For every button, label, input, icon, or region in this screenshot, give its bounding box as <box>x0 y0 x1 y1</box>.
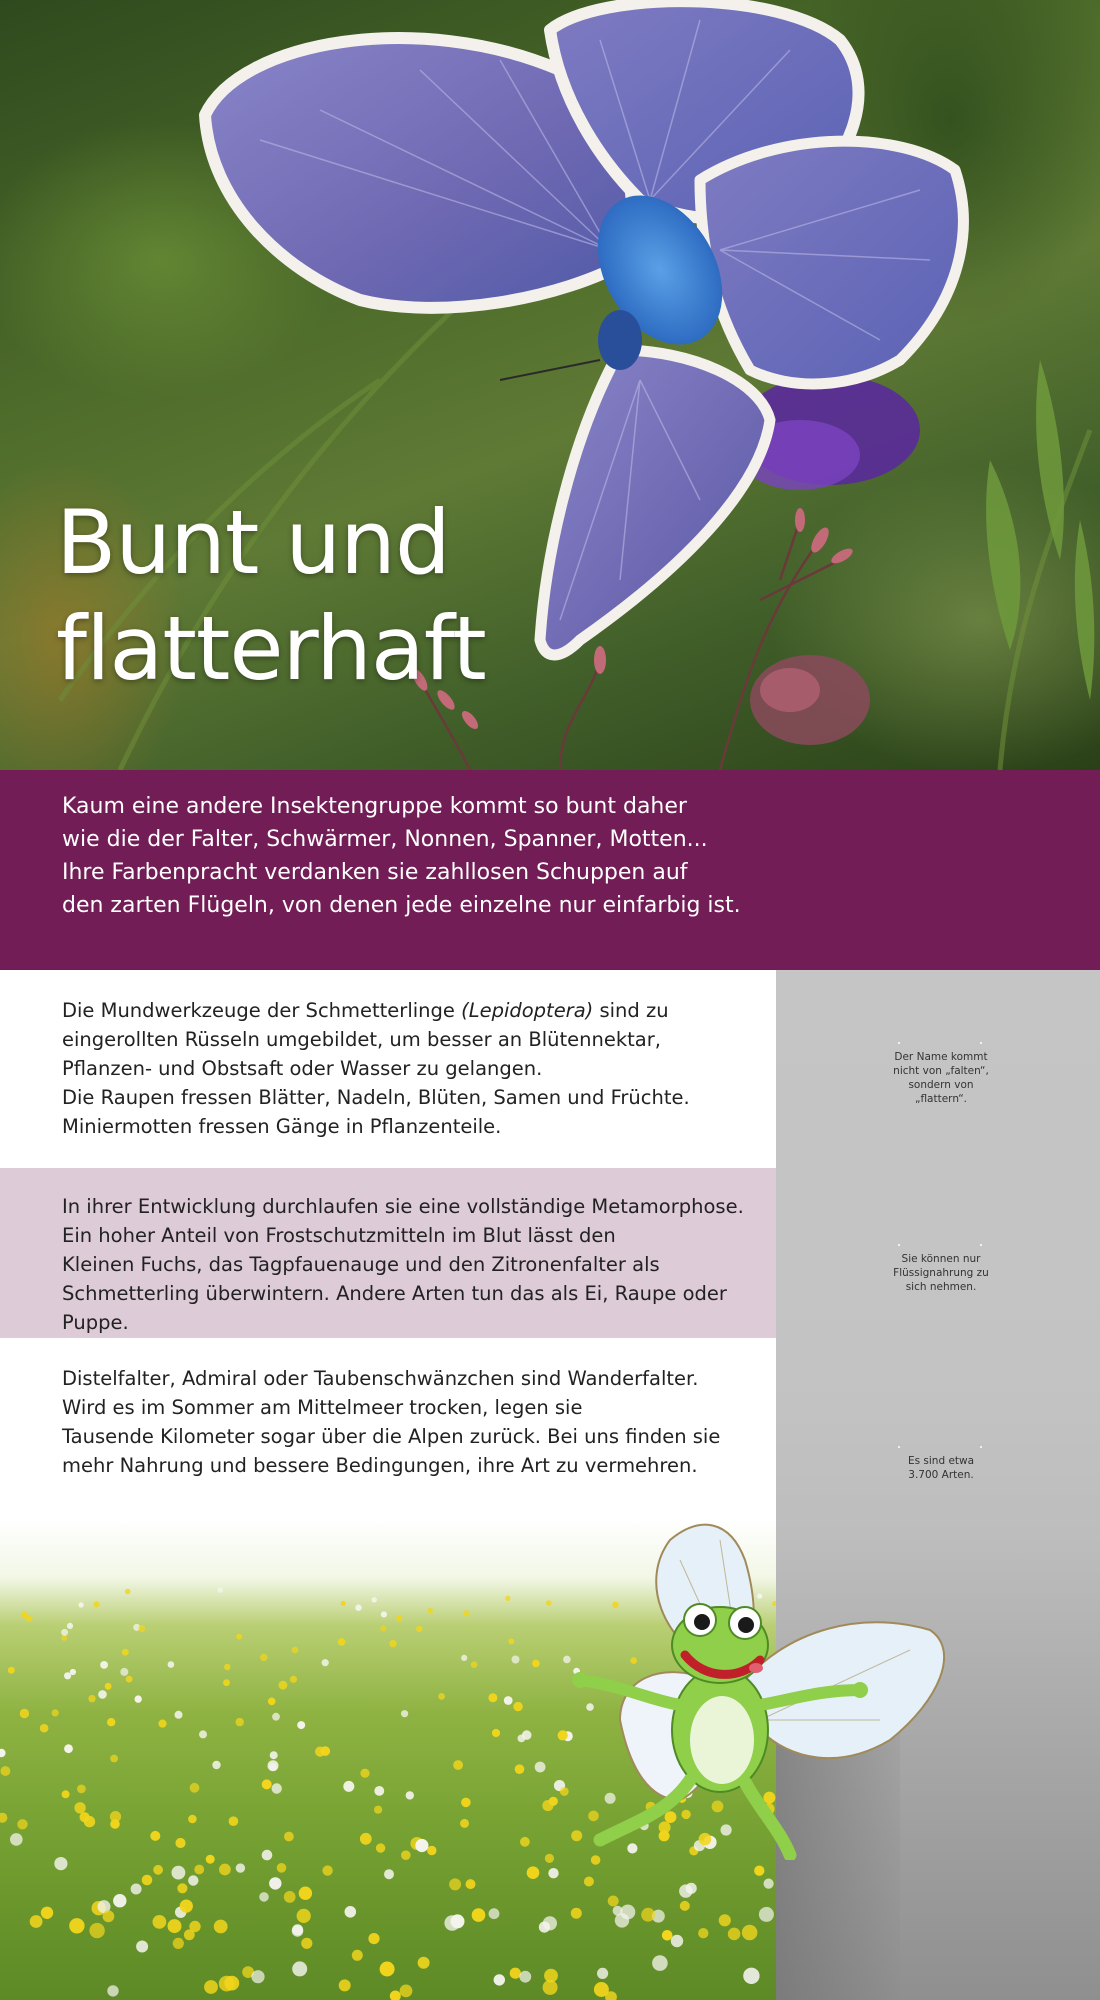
meadow-flower <box>84 1816 95 1827</box>
meadow-flower <box>671 1935 683 1947</box>
meadow-flower <box>535 1762 546 1773</box>
meadow-flower <box>172 1866 186 1880</box>
meadow-flower <box>168 1661 175 1668</box>
meadow-flower <box>427 1846 436 1855</box>
meadow-flower <box>107 1718 115 1726</box>
meadow-flower <box>380 1626 386 1632</box>
meadow-flower <box>376 1843 385 1852</box>
meadow-flower <box>641 1908 655 1922</box>
meadow-flower <box>212 1761 220 1769</box>
meadow-flower <box>453 1760 463 1770</box>
meadow-flower <box>214 1920 228 1934</box>
meadow-flower <box>380 1962 395 1977</box>
meadow-flower <box>515 1764 525 1774</box>
meadow-flower <box>93 1601 99 1607</box>
meadow-flower <box>54 1857 67 1870</box>
section-line: Pflanzen- und Obstsaft oder Wasser zu gelangen. <box>62 1057 543 1080</box>
meadow-flower <box>512 1656 520 1664</box>
fact-marker <box>846 1444 1036 1454</box>
meadow-flower <box>67 1623 73 1629</box>
meadow-flower <box>545 1854 554 1863</box>
meadow-flower <box>0 1813 7 1823</box>
meadow-flower <box>539 1922 550 1933</box>
meadow-flower <box>427 1608 433 1614</box>
title-line-1: Bunt und <box>56 491 450 594</box>
meadow-flower <box>594 1982 609 1997</box>
meadow-flower <box>679 1884 692 1897</box>
meadow-flower <box>290 1676 297 1683</box>
hero-photo <box>0 0 1100 770</box>
meadow-flower <box>277 1863 287 1873</box>
meadow-flower <box>224 1664 230 1670</box>
meadow-flower <box>401 1710 408 1717</box>
meadow-flower <box>153 1915 167 1929</box>
meadow-flower <box>98 1690 107 1699</box>
meadow-flower <box>620 1905 635 1920</box>
meadow-flower <box>188 1815 197 1824</box>
meadow-flower <box>381 1611 387 1617</box>
section-line: Wird es im Sommer am Mittelmeer trocken, legen sie <box>62 1396 583 1419</box>
meadow-flower <box>251 1970 264 1983</box>
section-text <box>62 996 772 1141</box>
meadow-flower <box>218 1587 223 1592</box>
meadow-flower <box>70 1669 76 1675</box>
section-text <box>62 1364 772 1480</box>
meadow-flower <box>438 1693 445 1700</box>
meadow-flower <box>719 1914 731 1926</box>
meadow-flower <box>113 1894 126 1907</box>
meadow-flower <box>175 1711 183 1719</box>
meadow-flower <box>100 1661 108 1669</box>
intro-band <box>0 770 1100 970</box>
meadow-flower <box>229 1816 239 1826</box>
meadow-flower <box>466 1879 476 1889</box>
meadow-flower <box>122 1649 129 1656</box>
meadow-flower <box>236 1863 245 1872</box>
meadow-flower <box>548 1868 558 1878</box>
meadow-flower <box>20 1709 29 1718</box>
meadow-flower <box>194 1865 204 1875</box>
meadow-flower <box>62 1790 70 1798</box>
page-title <box>56 490 576 702</box>
meadow-flower <box>368 1933 379 1944</box>
section-line: Ein hoher Anteil von Frostschutzmitteln im Blut lässt den <box>62 1224 616 1247</box>
meadow-flower <box>662 1930 673 1941</box>
meadow-flower <box>374 1806 382 1814</box>
meadow-flower <box>0 1749 6 1757</box>
meadow-flower <box>460 1819 469 1828</box>
meadow-flower <box>284 1832 294 1842</box>
meadow-flower <box>204 1980 218 1994</box>
meadow-flower <box>262 1779 272 1789</box>
meadow-flower <box>519 1971 531 1983</box>
meadow-flower <box>74 1802 85 1813</box>
section-mouthparts <box>0 970 776 1168</box>
meadow-flower <box>488 1693 497 1702</box>
section-line: sind zu <box>593 999 669 1022</box>
fact-line: sondern von <box>908 1079 974 1091</box>
meadow-flower <box>754 1866 764 1876</box>
fact-line: Der Name kommt <box>894 1051 988 1063</box>
meadow-flower <box>223 1679 230 1686</box>
meadow-flower <box>322 1659 329 1666</box>
meadow-flower <box>40 1724 49 1733</box>
meadow-flower <box>505 1596 510 1601</box>
meadow-flower <box>384 1869 394 1879</box>
meadow-flower <box>339 1979 351 1991</box>
fact-line: „flattern“. <box>915 1093 967 1105</box>
meadow-flower <box>175 1838 185 1848</box>
meadow-flower <box>219 1864 231 1876</box>
section-line: Miniermotten fressen Gänge in Pflanzenteile. <box>62 1115 502 1138</box>
section-line: Die Mundwerkzeuge der Schmetterlinge <box>62 999 462 1022</box>
meadow-flower <box>471 1661 478 1668</box>
meadow-flower <box>494 1974 505 1985</box>
meadow-flower <box>360 1769 369 1778</box>
meadow-flower <box>184 1929 195 1940</box>
fact-line: nicht von „falten“, <box>893 1065 989 1077</box>
meadow-flower <box>372 1597 377 1602</box>
meadow-flower <box>153 1865 163 1875</box>
meadow-flower <box>292 1925 304 1937</box>
meadow-flower <box>105 1683 112 1690</box>
meadow-flower <box>297 1721 305 1729</box>
meadow-flower <box>78 1602 83 1607</box>
meadow-flower <box>418 1957 430 1969</box>
meadow-flower <box>199 1730 207 1738</box>
intro-text <box>62 790 1062 922</box>
meadow-flower <box>341 1601 346 1606</box>
meadow-flower <box>508 1638 514 1644</box>
meadow-flower <box>451 1914 465 1928</box>
meadow-flower <box>292 1961 307 1976</box>
meadow-flower <box>188 1875 198 1885</box>
meadow-flower <box>292 1647 299 1654</box>
meadow-flower <box>89 1923 104 1938</box>
meadow-flower <box>268 1698 276 1706</box>
meadow-flower <box>125 1589 131 1595</box>
meadow-flower <box>64 1744 73 1753</box>
meadow-flower <box>549 1797 558 1806</box>
meadow-flower <box>180 1900 193 1913</box>
meadow-flower <box>110 1755 118 1763</box>
intro-line: Ihre Farbenpracht verdanken sie zahllosen Schuppen auf <box>62 860 688 885</box>
meadow-flower <box>389 1640 396 1647</box>
fact-line: Es sind etwa <box>907 1455 975 1467</box>
meadow-flower <box>400 1985 413 1998</box>
section-line: mehr Nahrung und bessere Bedingungen, ihre Art zu vermehren. <box>62 1454 698 1477</box>
meadow-flower <box>77 1785 86 1794</box>
fact-line: sich nehmen. <box>905 1281 977 1293</box>
meadow-flower <box>279 1681 288 1690</box>
latin-name: (Lepidoptera) <box>461 999 594 1022</box>
meadow-flower <box>472 1908 486 1922</box>
meadow-flower <box>401 1850 411 1860</box>
fact-name-origin <box>846 1040 1036 1106</box>
meadow-flower <box>272 1783 282 1793</box>
meadow-flower <box>680 1901 690 1911</box>
meadow-flower <box>510 1968 521 1979</box>
meadow-flower <box>613 1906 623 1916</box>
meadow-flower <box>299 1887 312 1900</box>
meadow-flower <box>504 1696 513 1705</box>
meadow-flower <box>513 1702 522 1711</box>
meadow-flower <box>136 1941 148 1953</box>
meadow-flower <box>520 1837 530 1847</box>
meadow-flower <box>360 1833 372 1845</box>
meadow-flower <box>544 1969 558 1983</box>
meadow-flower <box>236 1634 242 1640</box>
meadow-flower <box>728 1928 741 1941</box>
title-line-2: flatterhaft <box>56 597 486 700</box>
section-line: Kleinen Fuchs, das Tagpfauenauge und den Zitronenfalter als <box>62 1253 660 1276</box>
meadow-flower <box>177 1883 187 1893</box>
meadow-flower <box>301 1938 312 1949</box>
meadow-flower <box>142 1875 153 1886</box>
meadow-flower <box>236 1718 244 1726</box>
meadow-flower <box>489 1908 500 1919</box>
meadow-flower <box>416 1626 422 1632</box>
fact-marker <box>846 1242 1036 1252</box>
meadow-flower <box>110 1819 120 1829</box>
meadow-flower <box>571 1908 582 1919</box>
meadow-flower <box>10 1833 23 1846</box>
meadow-flower <box>206 1855 215 1864</box>
fact-line: Flüssignahrung zu <box>893 1267 989 1279</box>
meadow-flower <box>158 1720 166 1728</box>
meadow-flower <box>546 1600 552 1606</box>
section-text <box>62 1192 772 1337</box>
fact-marker <box>846 1040 1036 1050</box>
intro-line: Kaum eine andere Insektengruppe kommt so bunt daher <box>62 794 687 819</box>
meadow-flower <box>131 1884 142 1895</box>
meadow-flower <box>527 1866 540 1879</box>
fact-liquid-food <box>846 1242 1036 1294</box>
meadow-flower <box>743 1968 759 1984</box>
meadow-flower <box>150 1831 160 1841</box>
meadow-flower <box>138 1625 145 1632</box>
meadow-flower <box>355 1605 361 1611</box>
meadow-flower <box>269 1877 281 1889</box>
intro-line: wie die der Falter, Schwärmer, Nonnen, Spanner, Motten... <box>62 827 708 852</box>
meadow-flower <box>126 1676 133 1683</box>
section-line: eingerollten Rüsseln umgebildet, um besser an Blütennektar, <box>62 1028 661 1051</box>
meadow-flower <box>135 1695 142 1702</box>
meadow-flower <box>284 1891 296 1903</box>
meadow-flower <box>608 1896 619 1907</box>
meadow-flower <box>41 1907 53 1919</box>
meadow-flower <box>297 1909 311 1923</box>
meadow-flower <box>698 1928 708 1938</box>
meadow-flower <box>406 1791 414 1799</box>
meadow-flower <box>262 1850 273 1861</box>
meadow-flower <box>449 1878 461 1890</box>
meadow-flower <box>168 1919 182 1933</box>
meadow-flower <box>492 1729 500 1737</box>
meadow-flower <box>463 1610 469 1616</box>
meadow-flower <box>522 1730 532 1740</box>
meadow-flower <box>259 1892 269 1902</box>
meadow-flower <box>764 1879 774 1889</box>
section-line: Distelfalter, Admiral oder Taubenschwänzchen sind Wanderfalter. <box>62 1367 699 1390</box>
meadow-flower <box>322 1865 332 1875</box>
meadow-flower <box>597 1968 608 1979</box>
meadow-flower <box>352 1950 363 1961</box>
meadow-flower <box>52 1709 59 1716</box>
meadow-flower <box>270 1751 278 1759</box>
meadow-flower <box>173 1938 184 1949</box>
meadow-flower <box>584 1877 594 1887</box>
section-line: Tausende Kilometer sogar über die Alpen zurück. Bei uns finden sie <box>62 1425 721 1448</box>
meadow-flower <box>88 1695 95 1702</box>
section-line: Schmetterling überwintern. Andere Arten tun das als Ei, Raupe oder Puppe. <box>62 1282 727 1334</box>
meadow-flower <box>268 1760 279 1771</box>
meadow-flower <box>219 1976 235 1992</box>
meadow-flower <box>103 1910 115 1922</box>
meadow-flower <box>652 1955 668 1971</box>
meadow-flower <box>17 1819 27 1829</box>
meadow-flower <box>61 1629 68 1636</box>
meadow-flower <box>461 1655 467 1661</box>
meadow-flower <box>345 1906 357 1918</box>
meadow-flower <box>260 1654 267 1661</box>
meadow-flower <box>415 1839 428 1852</box>
fact-species-count <box>846 1444 1036 1482</box>
meadow-flower <box>272 1713 280 1721</box>
meadow-flower <box>1 1766 11 1776</box>
meadow-flower <box>396 1615 402 1621</box>
meadow-flower <box>532 1660 540 1668</box>
meadow-flower <box>107 1985 118 1996</box>
meadow-flower <box>742 1925 758 1941</box>
meadow-flower <box>321 1746 331 1756</box>
meadow-flower <box>759 1907 774 1922</box>
meadow-flower <box>390 1991 401 2000</box>
meadow-flower <box>30 1915 43 1928</box>
meadow-flower <box>343 1781 354 1792</box>
intro-line: den zarten Flügeln, von denen jede einzelne nur einfarbig ist. <box>62 893 741 918</box>
meadow-flower <box>338 1638 346 1646</box>
section-metamorphosis <box>0 1168 776 1338</box>
section-line: Die Raupen fressen Blätter, Nadeln, Blüten, Samen und Früchte. <box>62 1086 690 1109</box>
section-line: In ihrer Entwicklung durchlaufen sie eine vollständige Metamorphose. <box>62 1195 744 1218</box>
frog-butterfly-mascot <box>560 1520 980 1860</box>
meadow-flower <box>26 1615 33 1622</box>
fact-line: 3.700 Arten. <box>908 1469 974 1481</box>
meadow-flower <box>69 1918 84 1933</box>
meadow-flower <box>120 1668 128 1676</box>
meadow-flower <box>190 1783 200 1793</box>
meadow-flower <box>8 1667 15 1674</box>
meadow-flower <box>461 1798 471 1808</box>
meadow-flower <box>374 1786 384 1796</box>
fact-line: Sie können nur <box>901 1253 981 1265</box>
